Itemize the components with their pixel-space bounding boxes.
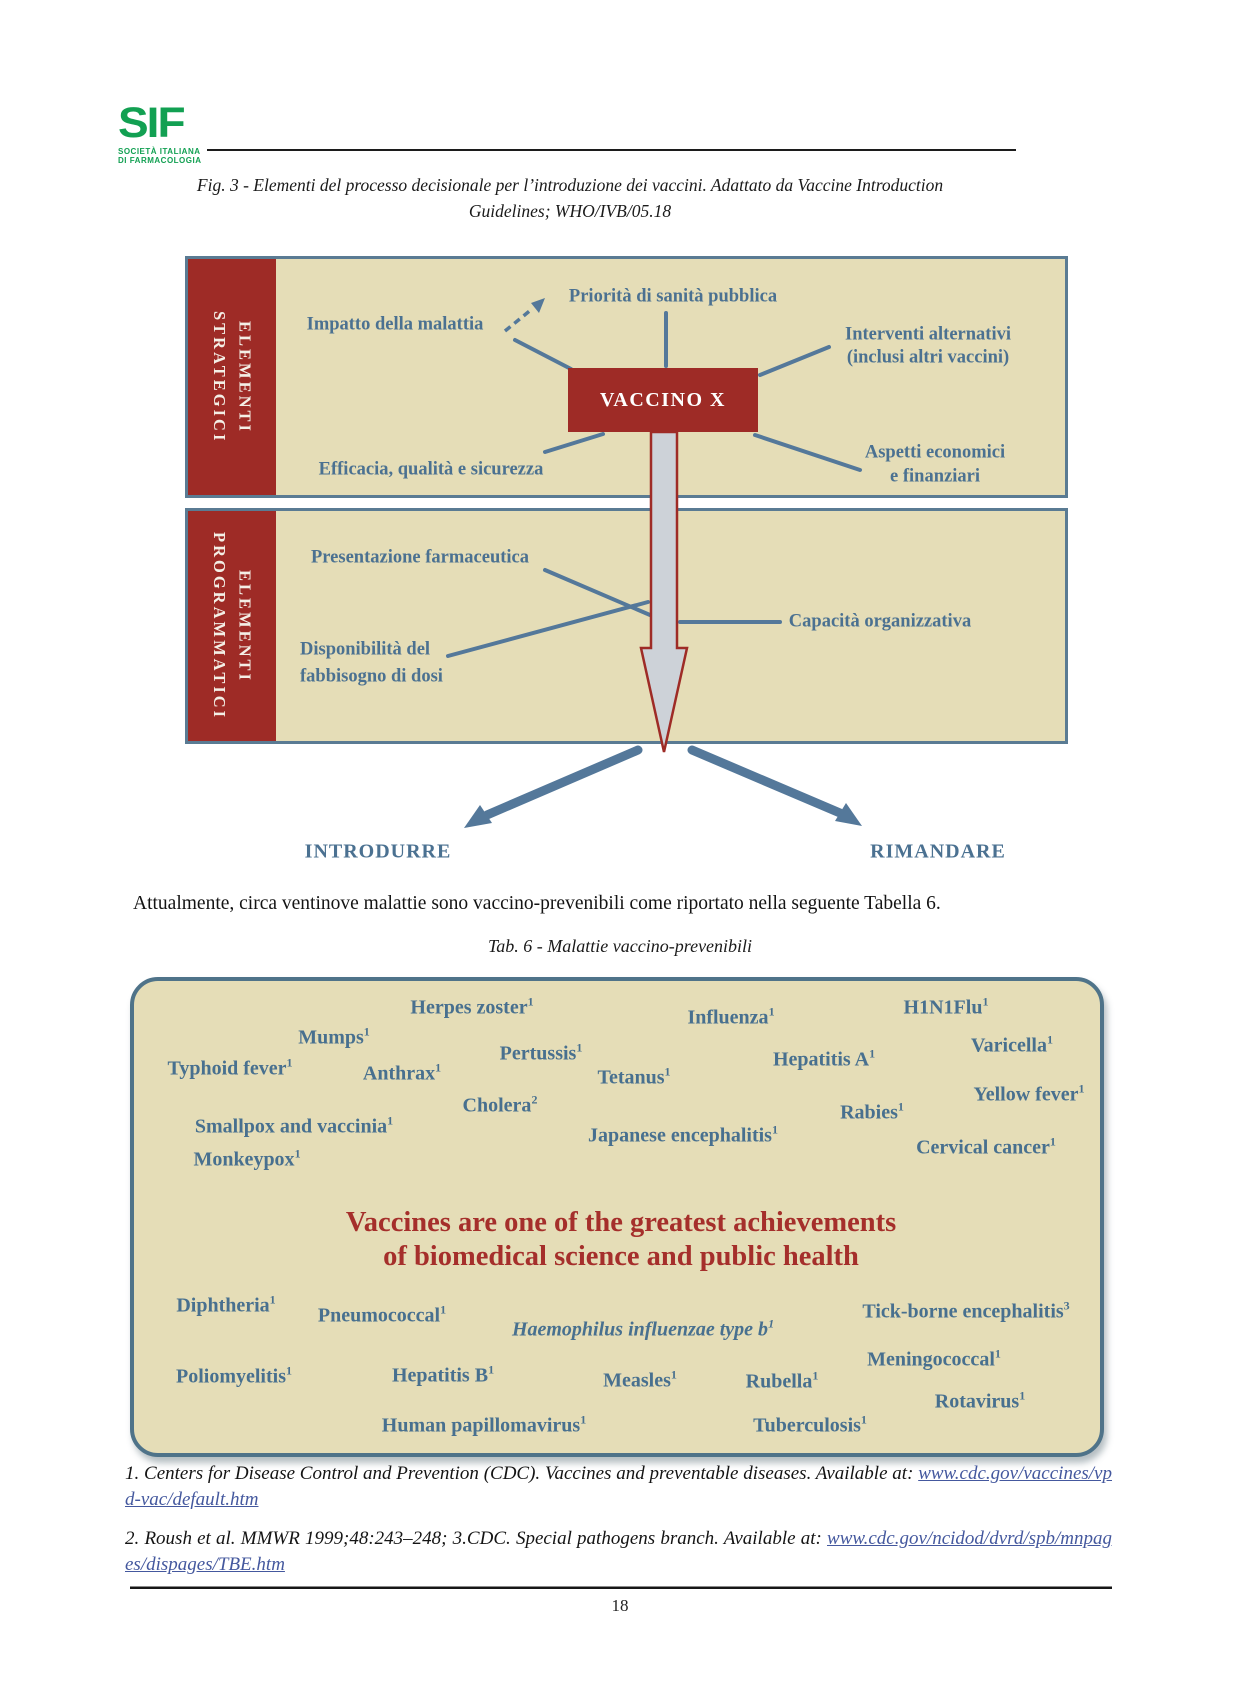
disease-item: Herpes zoster$^1$: [410, 994, 534, 1019]
footnote-1-link[interactable]: www.cdc.gov/vaccines/vpd-vac/default.htm: [125, 1463, 1112, 1510]
strategic-bar-line1: ELEMENTI: [235, 320, 255, 434]
disease-item: Pertussis$^1$: [499, 1040, 583, 1065]
logo-caption-line1: SOCIETÀ ITALIANA: [118, 147, 201, 156]
disease-item: Diphtheria$^1$: [176, 1292, 276, 1317]
footnotes: [125, 1461, 1112, 1591]
disease-item: Hepatitis $A^1$: [772, 1046, 876, 1071]
disease-item: Haemophilus influenzae type $b^1$: [511, 1316, 775, 1341]
label-disponibilita-line2: fabbisogno di dosi: [300, 666, 443, 687]
label-efficacia: Efficacia, qualità e sicurezza: [318, 459, 544, 480]
label-disponibilita-line1: Disponibilità del: [300, 639, 431, 660]
label-impatto: Impatto della malattia: [306, 314, 484, 335]
programmatic-bar-line1: ELEMENTI: [235, 569, 255, 683]
introduce-arrowhead: [464, 805, 492, 828]
label-interventi-line2: (inclusi altri vaccini): [846, 347, 1010, 368]
programmatic-bar: [188, 511, 276, 741]
disease-item: Smallpox and vaccinia$^1$: [194, 1113, 394, 1138]
strategic-bar: [188, 259, 276, 495]
figure-caption-line2: Guidelines; WHO/IVB/05.18: [468, 201, 672, 221]
disease-item: H1N1Flu$^1$: [903, 994, 989, 1019]
footnote-2-text: 2. Roush et al. MMWR 1999;48:243–248; 3.CDC. Special pathogens branch. Available at:: [125, 1528, 828, 1549]
disease-item: Meningococcal$^1$: [867, 1346, 1001, 1371]
disease-item: Hepatitis $B^1$: [391, 1362, 495, 1387]
disease-item: Pneumococcal$^1$: [317, 1302, 447, 1327]
footnote-2-link[interactable]: www.cdc.gov/ncidod/dvrd/spb/mnpages/dispages/TBE.htm: [125, 1528, 1112, 1575]
programmatic-bar-label: [206, 532, 257, 720]
table-caption: Tab. 6 - Malattie vaccino-prevenibili: [487, 936, 753, 956]
disease-item: Mumps$^1$: [298, 1024, 370, 1049]
programmatic-bar-line2: PROGRAMMATICI: [210, 531, 229, 721]
disease-item: Typhoid fever$^1$: [167, 1055, 293, 1080]
disease-item: Rabies$^1$: [840, 1099, 904, 1124]
disease-item: Cervical cancer$^1$: [916, 1134, 1056, 1159]
strategic-bar-label: [206, 311, 257, 443]
footnote-2: [125, 1526, 1112, 1578]
disease-item: Monkeypox$^1$: [193, 1146, 301, 1171]
disease-cloud-box: [130, 977, 1104, 1457]
disease-item: Tetanus$^1$: [597, 1064, 671, 1089]
outcome-rimandare: RIMANDARE: [870, 840, 1006, 863]
disease-item: Japanese encephalitis$^1$: [588, 1122, 778, 1147]
disease-item: Measles$^1$: [603, 1367, 677, 1392]
disease-item: Human papillomavirus$^1$: [381, 1412, 587, 1437]
header-rule: [207, 149, 1016, 151]
disease-item: Varicella$^1$: [971, 1032, 1053, 1057]
disease-item: Rotavirus$^1$: [934, 1388, 1026, 1413]
disease-item: Poliomyelitis$^1$: [176, 1363, 292, 1388]
sif-logo-mark: SIF: [118, 98, 184, 147]
page-number: 18: [611, 1596, 629, 1615]
footnote-1: [125, 1461, 1112, 1513]
label-aspetti-line1: Aspetti economici: [864, 442, 1006, 463]
footer-rule: [130, 1586, 1112, 1589]
disease-item: Anthrax$^1$: [362, 1060, 442, 1085]
label-capacita: Capacità organizzativa: [788, 611, 972, 632]
logo-caption-line2: DI FARMACOLOGIA: [118, 156, 202, 165]
disease-item: Cholera$^2$: [462, 1092, 538, 1117]
label-priorita: Priorità di sanità pubblica: [568, 286, 778, 307]
disease-item: Tick-borne encephalitis$^3$: [862, 1298, 1070, 1323]
vaccine-x-box: VACCINO X: [568, 368, 758, 432]
disease-item: Tuberculosis$^1$: [753, 1412, 867, 1437]
figure-caption-line1: Fig. 3 - Elementi del processo decisionale per l’introduzione dei vaccini. Adattato da Vaccine Introduction: [196, 175, 944, 195]
postpone-arrowhead: [835, 803, 862, 826]
disease-item: Influenza$^1$: [687, 1004, 775, 1029]
disease-item: Rubella$^1$: [745, 1368, 819, 1393]
disease-item: Yellow fever$^1$: [973, 1081, 1085, 1106]
strategic-bar-line2: STRATEGICI: [210, 310, 229, 444]
highlight-line2: of biomedical science and public health: [383, 1241, 859, 1272]
label-interventi-line1: Interventi alternativi: [845, 324, 1011, 345]
sif-logo: [118, 98, 238, 165]
body-paragraph: Attualmente, circa ventinove malattie sono vaccino-prevenibili come riportato nella seguente Tabella 6.: [133, 893, 941, 914]
label-aspetti-line2: e finanziari: [890, 466, 980, 487]
highlight-line1: Vaccines are one of the greatest achievements: [345, 1207, 897, 1238]
label-presentazione: Presentazione farmaceutica: [311, 547, 529, 568]
outcome-introdurre: INTRODURRE: [304, 840, 452, 863]
footnote-1-text: 1. Centers for Disease Control and Prevention (CDC). Vaccines and preventable diseases. Available at:: [125, 1463, 919, 1484]
